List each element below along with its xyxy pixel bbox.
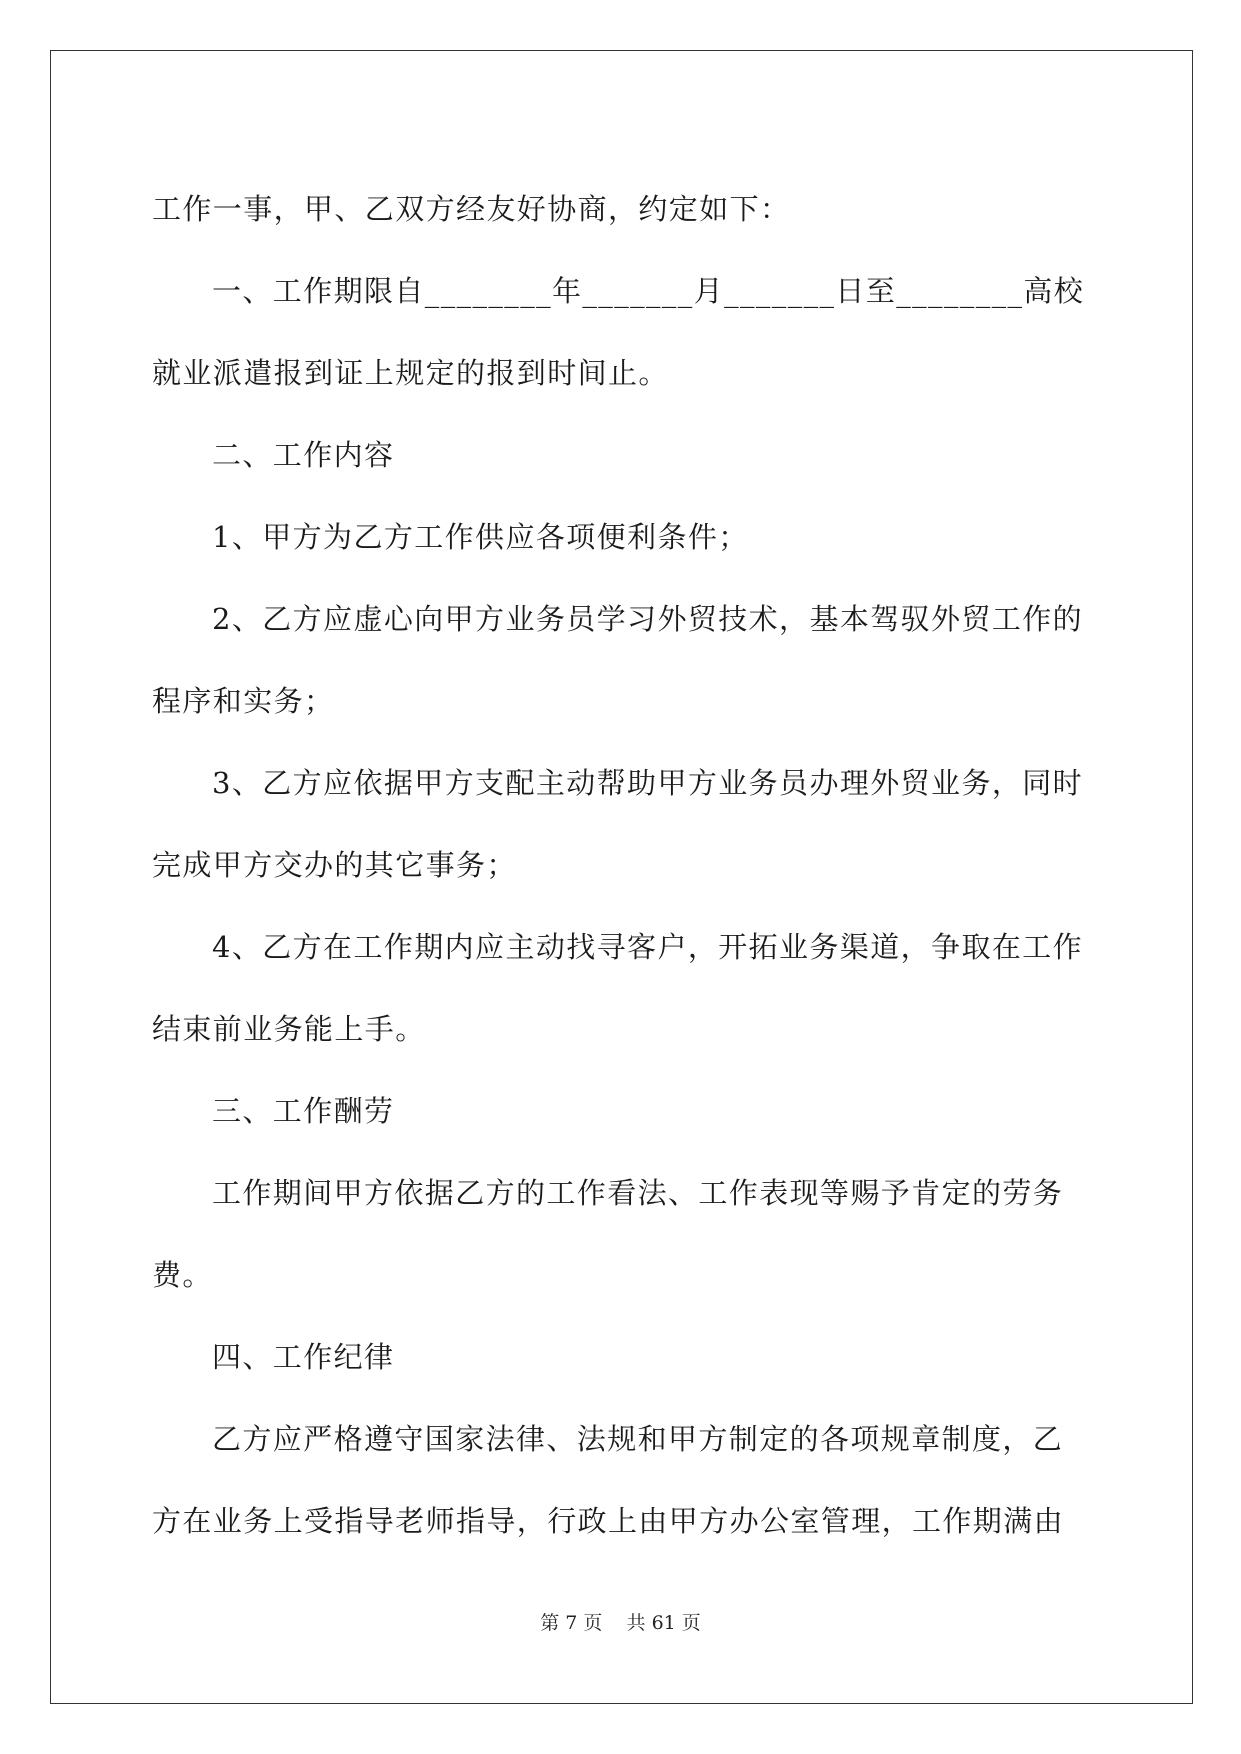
paragraph-remuneration: 工作期间甲方依据乙方的工作看法、工作表现等赐予肯定的劳务费。: [152, 1176, 1064, 1292]
paragraph-item-4: 4、乙方在工作期内应主动找寻客户，开拓业务渠道，争取在工作结束前业务能上手。: [152, 930, 1084, 1046]
page-footer: [0, 1608, 1241, 1635]
paragraph-intro: 工作一事，甲、乙双方经友好协商，约定如下：: [152, 192, 791, 226]
page-total: 共 61 页: [626, 1612, 701, 1634]
paragraph-discipline: 乙方应严格遵守国家法律、法规和甲方制定的各项规章制度，乙方在业务上受指导老师指导，行政上由甲方办公室管理，工作期满由: [152, 1422, 1065, 1538]
heading-work-content: 二、工作内容: [212, 438, 395, 472]
paragraph-item-1: 1、甲方为乙方工作供应各项便利条件；: [212, 520, 749, 554]
paragraph-term: 一、工作期限自________年_______月_______日至________高校就业派遣报到证上规定的报到时间止。: [152, 274, 1085, 390]
paragraph-item-2: 2、乙方应虚心向甲方业务员学习外贸技术，基本驾驭外贸工作的程序和实务；: [152, 602, 1084, 718]
paragraph-item-3: 3、乙方应依据甲方支配主动帮助甲方业务员办理外贸业务，同时完成甲方交办的其它事务；: [152, 766, 1084, 882]
document-body: [152, 168, 1089, 1562]
page-number: 第 7 页: [540, 1612, 603, 1634]
heading-discipline: 四、工作纪律: [212, 1340, 395, 1374]
heading-remuneration: 三、工作酬劳: [212, 1094, 395, 1128]
